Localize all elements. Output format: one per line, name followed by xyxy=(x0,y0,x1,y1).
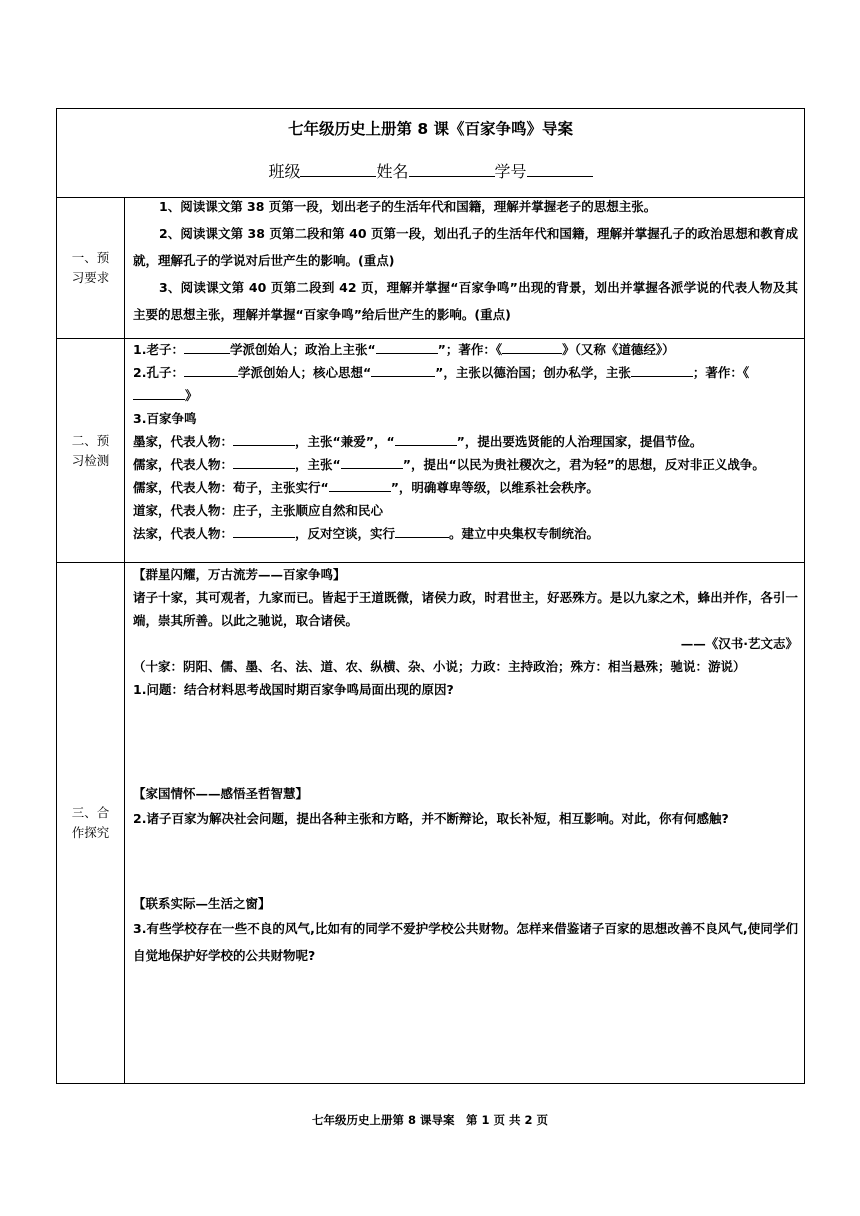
answer-blank[interactable] xyxy=(631,364,693,377)
topic-heading-2: 【家国情怀——感悟圣哲智慧】 xyxy=(133,786,309,801)
student-info-line xyxy=(57,159,804,182)
question-1: 1.问题：结合材料思考战国时期百家争鸣局面出现的原因? xyxy=(133,682,454,697)
section-preview-requirements xyxy=(57,198,804,339)
section-label: 三、合作探究 xyxy=(57,563,125,1083)
answer-blank[interactable] xyxy=(329,479,391,492)
fajia-line: 法家，代表人物： ，反对空谈，实行 。建立中央集权专制统治。 xyxy=(133,526,600,541)
name-blank[interactable] xyxy=(409,162,495,177)
header-cell xyxy=(57,109,804,198)
kongzi-line: 2.孔子： 学派创始人；核心思想“ ”，主张以德治国；创办私学，主张 ；著作：《》 xyxy=(133,365,750,403)
requirement-item: 3、阅读课文第 40 页第二段到 42 页，理解并掌握“百家争鸣”出现的背景，划出并掌握各派学说的代表人物及其主要的思想主张，理解并掌握“百家争鸣”给后世产生的影响。(重点) xyxy=(133,280,798,322)
topic-heading-1: 【群星闪耀，万古流芳——百家争鸣】 xyxy=(133,567,346,582)
requirement-item: 1、阅读课文第 38 页第一段，划出老子的生活年代和国籍，理解并掌握老子的思想主张。 xyxy=(159,199,657,214)
page-title: 七年级历史上册第 8 课《百家争鸣》导案 xyxy=(287,120,574,138)
class-label: 班级 xyxy=(268,162,301,181)
section-body xyxy=(133,338,798,545)
id-blank[interactable] xyxy=(527,162,593,177)
answer-blank[interactable] xyxy=(376,341,438,354)
answer-space-1[interactable] xyxy=(133,701,798,773)
answer-blank[interactable] xyxy=(233,456,295,469)
answer-blank[interactable] xyxy=(233,525,295,538)
source-quote: 诸子十家，其可观者，九家而已。皆起于王道既微，诸侯力政，时君世主，好恶殊方。是以九家之术，蜂出并作，各引一端，崇其所善。以此之驰说，取合诸侯。 xyxy=(133,590,798,628)
answer-blank[interactable] xyxy=(371,364,435,377)
answer-blank[interactable] xyxy=(184,341,230,354)
name-label: 姓名 xyxy=(376,162,409,181)
question-2: 2.诸子百家为解决社会问题，提出各种主张和方略，并不断辩论，取长补短，相互影响。对此，你有何感触? xyxy=(133,811,729,826)
section-label: 一、预习要求 xyxy=(57,198,125,338)
answer-blank[interactable] xyxy=(395,433,457,446)
question-3: 3.有些学校存在一些不良的风气,比如有的同学不爱护学校公共财物。怎样来借鉴诸子百家的思想改善不良风气,使同学们自觉地保护好学校的公共财物呢? xyxy=(133,921,798,963)
section-body xyxy=(133,563,798,1039)
answer-blank[interactable] xyxy=(341,456,403,469)
answer-blank[interactable] xyxy=(133,387,185,400)
section-label: 二、预习检测 xyxy=(57,339,125,562)
answer-blank[interactable] xyxy=(233,433,295,446)
id-label: 学号 xyxy=(494,162,527,181)
topic-heading-3: 【联系实际—生活之窗】 xyxy=(133,896,271,911)
answer-blank[interactable] xyxy=(184,364,238,377)
laozi-line: 1.老子： 学派创始人；政治上主张“ ”；著作：《 》（又称《道德经》） xyxy=(133,342,675,357)
section-cooperative-inquiry xyxy=(57,563,804,1083)
answer-space-3[interactable] xyxy=(133,969,798,1039)
hundred-schools-heading: 3.百家争鸣 xyxy=(133,411,197,426)
quote-annotation: （十家：阴阳、儒、墨、名、法、道、农、纵横、杂、小说；力政：主持政治；殊方：相当悬殊；驰说：游说） xyxy=(133,659,746,674)
xunzi-line: 儒家，代表人物：荀子，主张实行“ ”，明确尊卑等级，以维系社会秩序。 xyxy=(133,480,599,495)
answer-blank[interactable] xyxy=(395,525,449,538)
answer-blank[interactable] xyxy=(502,341,562,354)
rujia-line: 儒家，代表人物： ，主张“ ”，提出“以民为贵社稷次之，君为轻”的思想，反对非正义战争。 xyxy=(133,457,765,472)
class-blank[interactable] xyxy=(300,162,376,177)
page-footer: 七年级历史上册第 8 课导案 第 1 页 共 2 页 xyxy=(311,1113,549,1127)
mojia-line: 墨家，代表人物： ，主张“兼爱”，“ ”，提出要选贤能的人治理国家，提倡节俭。 xyxy=(133,434,703,449)
worksheet-table xyxy=(56,108,805,1084)
requirement-item: 2、阅读课文第 38 页第二段和第 40 页第一段，划出孔子的生活年代和国籍，理解并掌握孔子的政治思想和教育成就，理解孔子的学说对后世产生的影响。(重点) xyxy=(133,226,798,268)
section-body xyxy=(133,193,798,328)
quote-source: ——《汉书·艺文志》 xyxy=(680,636,798,651)
daojia-line: 道家，代表人物：庄子，主张顺应自然和民心 xyxy=(133,503,384,518)
section-preview-check xyxy=(57,339,804,563)
answer-space-2[interactable] xyxy=(133,832,798,892)
